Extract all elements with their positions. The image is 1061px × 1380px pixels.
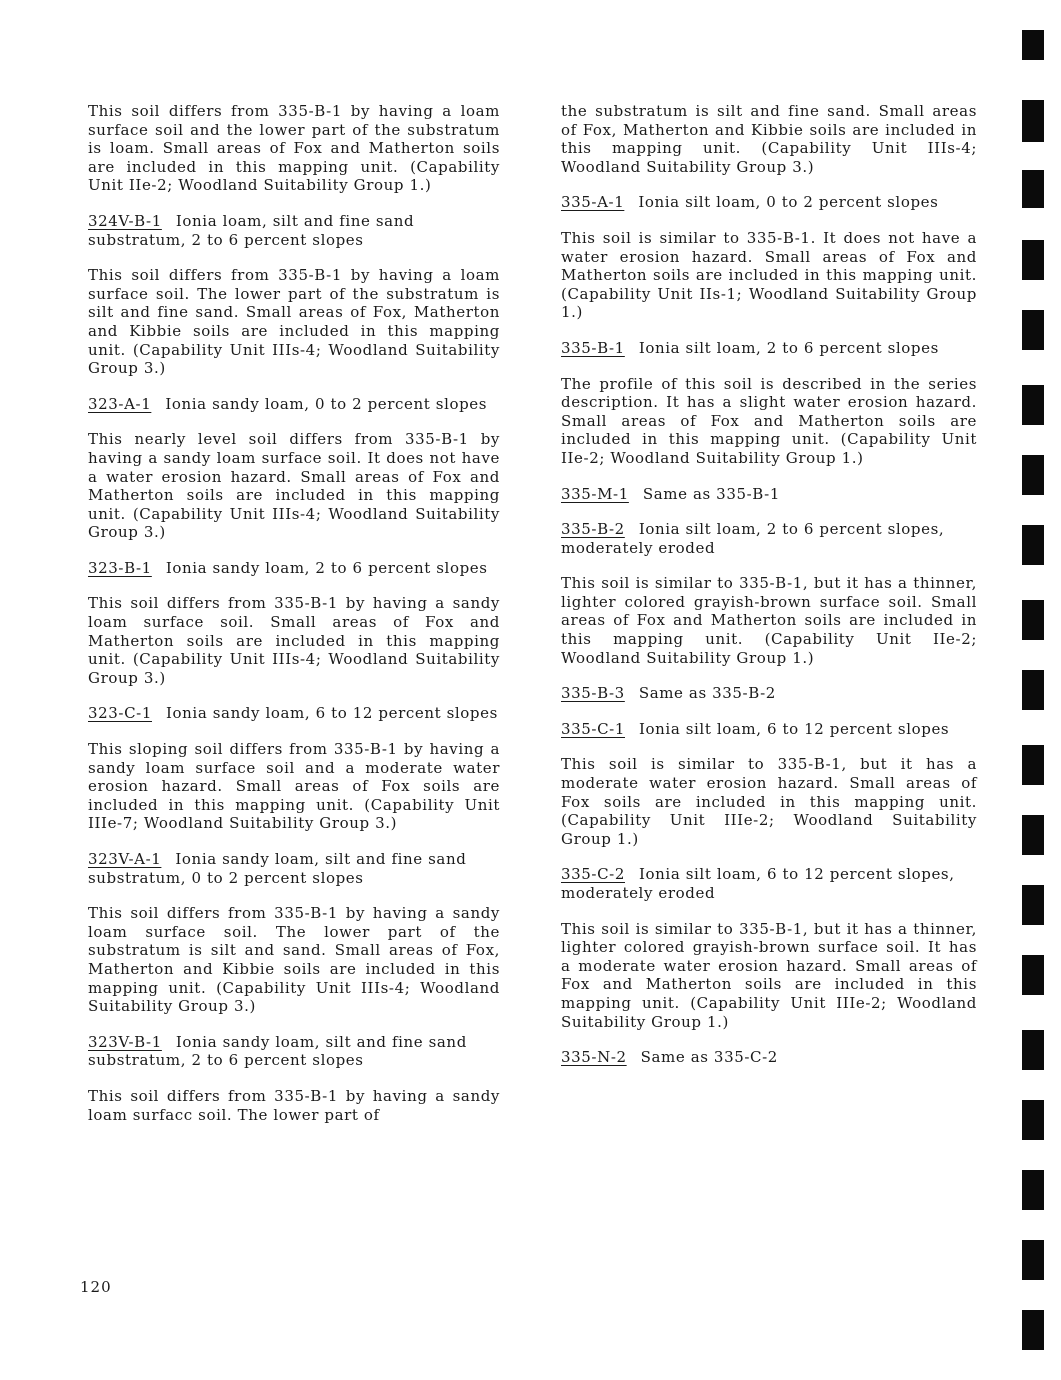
margin-mark <box>1022 670 1044 710</box>
margin-mark <box>1022 385 1044 425</box>
map-unit-title: Ionia sandy loam, 6 to 12 percent slopes <box>166 704 498 723</box>
margin-mark <box>1022 1170 1044 1210</box>
map-unit-title: Ionia sandy loam, silt and fine sand substratum, 0 to 2 percent slopes <box>88 850 467 887</box>
map-unit-heading <box>561 720 977 739</box>
map-unit-code: 324V-B-1 <box>88 211 162 230</box>
map-unit-code: 335-C-1 <box>561 719 625 738</box>
margin-mark <box>1022 30 1044 60</box>
map-unit-title: Ionia loam, silt and fine sand substratum, 2 to 6 percent slopes <box>88 211 415 249</box>
map-unit-heading <box>561 520 977 557</box>
map-unit-code: 335-M-1 <box>561 484 629 503</box>
description-paragraph: This soil differs from 335-B-1 by having a loam surface soil. The lower part of the substratum is silt and fine sand. Small areas of Fox, Matherton and Kibbie soils are included in this mapping unit. (Capability Unit IIIs-4; Woodland Suitability Group 3.) <box>88 266 500 378</box>
map-unit-title: Ionia sandy loam, 0 to 2 percent slopes <box>165 394 488 413</box>
margin-mark <box>1022 100 1044 142</box>
margin-mark <box>1022 455 1044 495</box>
description-paragraph: This soil differs from 335-B-1 by having a sandy loam surface soil. The lower part of the substratum is silt and sand. Small areas of Fox, Matherton and Kibbie soils are included in this mapping unit. (Capability Unit IIIs-4; Woodland Suitability Group 3.) <box>88 904 500 1016</box>
map-unit-code: 335-B-1 <box>561 338 625 357</box>
map-unit-heading <box>88 704 500 723</box>
map-unit-code: 335-B-3 <box>561 684 625 703</box>
map-unit-title: Ionia silt loam, 0 to 2 percent slopes <box>638 193 939 212</box>
margin-mark <box>1022 955 1044 995</box>
margin-mark <box>1022 885 1044 925</box>
map-unit-code: 323-B-1 <box>88 558 152 577</box>
map-unit-heading <box>561 1048 977 1067</box>
map-unit-heading <box>88 1033 500 1070</box>
margin-mark <box>1022 815 1044 855</box>
map-unit-heading <box>88 212 500 249</box>
page-number: 120 <box>80 1278 112 1296</box>
margin-mark <box>1022 170 1044 208</box>
margin-mark <box>1022 745 1044 785</box>
left-column <box>88 102 500 1141</box>
map-unit-title: Ionia silt loam, 2 to 6 percent slopes, moderately eroded <box>561 520 945 557</box>
margin-mark <box>1022 240 1044 280</box>
map-unit-title: Ionia sandy loam, 2 to 6 percent slopes <box>165 558 488 577</box>
map-unit-title: Ionia silt loam, 2 to 6 percent slopes <box>638 338 939 357</box>
description-paragraph: This soil differs from 335-B-1 by having a sandy loam surface soil. Small areas of Fox and Matherton soils are included in this mapping unit. (Capability Unit IIIs-4; Woodland Suitability Group 3.) <box>88 594 500 687</box>
map-unit-title: Same as 335-B-1 <box>642 484 780 503</box>
description-paragraph: This sloping soil differs from 335-B-1 by having a sandy loam surface soil and a moderate water erosion hazard. Small areas of Fox soils are included in this mapping unit. (Capability Unit IIIe-7; Woodland Suitability Group 3.) <box>88 740 500 833</box>
margin-mark <box>1022 1100 1044 1140</box>
map-unit-code: 323-A-1 <box>88 394 152 413</box>
map-unit-heading <box>88 850 500 887</box>
margin-mark <box>1022 525 1044 565</box>
map-unit-code: 335-B-2 <box>561 520 625 539</box>
map-unit-heading <box>561 193 977 212</box>
margin-mark <box>1022 1240 1044 1280</box>
right-column <box>561 102 977 1084</box>
map-unit-title: Ionia sandy loam, silt and fine sand substratum, 2 to 6 percent slopes <box>88 1032 467 1070</box>
description-paragraph: The profile of this soil is described in the series description. It has a slight water erosion hazard. Small areas of Fox and Matherton soils are included in this mapping unit. (Capability Unit IIe-2; Woodland Suitability Group 1.) <box>561 374 977 467</box>
map-unit-title: Ionia silt loam, 6 to 12 percent slopes <box>639 719 950 738</box>
description-paragraph: the substratum is silt and fine sand. Small areas of Fox, Matherton and Kibbie soils are included in this mapping unit. (Capability Unit IIIs-4; Woodland Suitability Group 3.) <box>561 102 977 176</box>
description-paragraph: This soil differs from 335-B-1 by having a loam surface soil and the lower part of the substratum is loam. Small areas of Fox and Matherton soils are included in this mapping unit. (Capability Unit IIe-2; Woodland Suitability Group 1.) <box>88 102 500 195</box>
map-unit-heading <box>561 339 977 358</box>
description-paragraph: This soil is similar to 335-B-1, but it has a thinner, lighter colored grayish-brown surface soil. It has a moderate water erosion hazard. Small areas of Fox and Matherton soils are included in this mapping unit. (Capability Unit IIIe-2; Woodland Suitability Group 1.) <box>561 919 977 1031</box>
map-unit-code: 323V-B-1 <box>88 1032 162 1051</box>
map-unit-heading <box>561 485 977 504</box>
margin-mark <box>1022 1030 1044 1070</box>
map-unit-code: 335-C-2 <box>561 865 625 884</box>
map-unit-heading <box>561 684 977 703</box>
margin-mark <box>1022 310 1044 350</box>
map-unit-heading <box>561 865 977 902</box>
map-unit-code: 323V-A-1 <box>88 850 162 868</box>
description-paragraph: This soil is similar to 335-B-1, but it has a thinner, lighter colored grayish-brown surface soil. Small areas of Fox and Matherton soils are included in this mapping unit. (Capability Unit IIe-2; Woodland Suitability Group 1.) <box>561 574 977 667</box>
margin-mark <box>1022 600 1044 640</box>
map-unit-title: Same as 335-B-2 <box>638 684 776 703</box>
description-paragraph: This soil differs from 335-B-1 by having a sandy loam surfacc soil. The lower part of <box>88 1086 500 1124</box>
description-paragraph: This soil is similar to 335-B-1, but it has a moderate water erosion hazard. Small areas of Fox soils are included in this mapping unit. (Capability Unit IIIe-2; Woodland Suitability Group 1.) <box>561 755 977 848</box>
map-unit-code: 323-C-1 <box>88 704 152 723</box>
map-unit-heading <box>88 559 500 578</box>
margin-registration-marks <box>1022 0 1046 1380</box>
map-unit-code: 335-N-2 <box>561 1048 627 1067</box>
description-paragraph: This nearly level soil differs from 335-B-1 by having a sandy loam surface soil. It does not have a water erosion hazard. Small areas of Fox and Matherton soils are included in this mapping unit. (Capability Unit IIIs-4; Woodland Suitability Group 3.) <box>88 430 500 542</box>
map-unit-title: Same as 335-C-2 <box>640 1048 778 1067</box>
map-unit-code: 335-A-1 <box>561 193 625 212</box>
map-unit-heading <box>88 395 500 414</box>
map-unit-title: Ionia silt loam, 6 to 12 percent slopes, moderately eroded <box>561 865 955 902</box>
margin-mark <box>1022 1310 1044 1350</box>
description-paragraph: This soil is similar to 335-B-1. It does not have a water erosion hazard. Small areas of Fox and Matherton soils are included in this mapping unit. (Capability Unit IIs-1; Woodland Suitability Group 1.) <box>561 228 977 322</box>
